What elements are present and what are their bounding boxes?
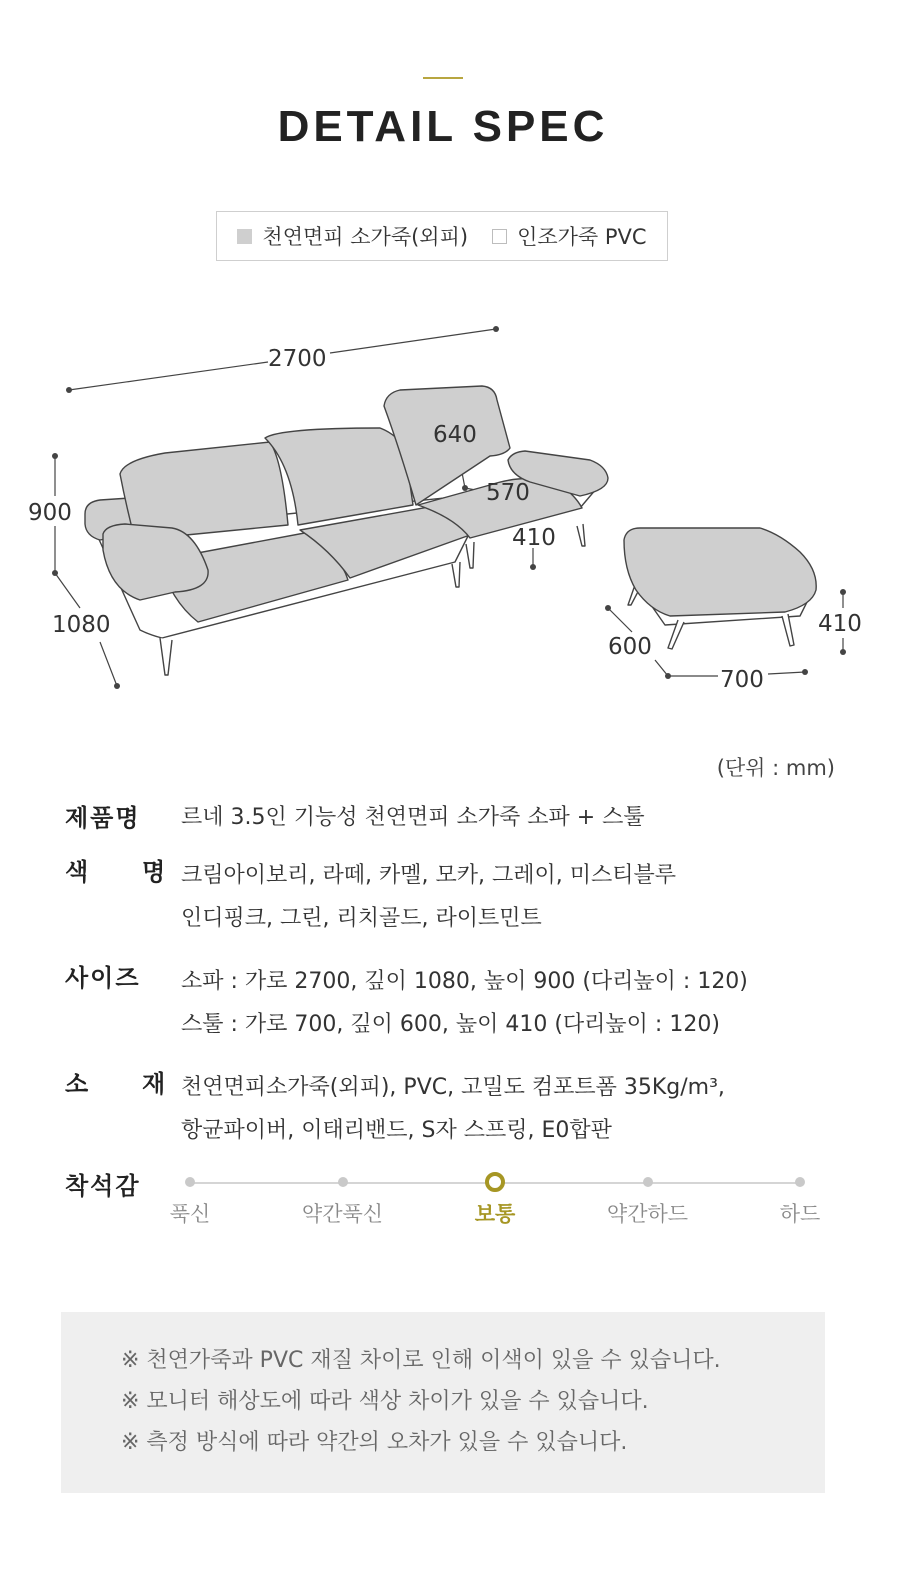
spec-row-color <box>65 854 845 940</box>
dim-seat-height: 410 <box>512 525 556 551</box>
stool-illustration <box>624 528 816 649</box>
spec-row-size <box>65 960 845 1046</box>
spec-line: 인디핑크, 그린, 리치골드, 라이트민트 <box>181 906 542 931</box>
seating-marker <box>338 1177 348 1187</box>
dim-width: 2700 <box>268 346 327 372</box>
spec-label: 색 명 <box>65 858 168 886</box>
spec-row-material <box>65 1066 845 1152</box>
seating-marker-selected <box>485 1172 505 1192</box>
legend-label: 인조가죽 PVC <box>517 225 647 249</box>
dim-seat-depth: 570 <box>486 480 530 506</box>
spec-value: 르네 3.5인 기능성 천연면피 소가죽 소파 + 스툴 <box>181 805 645 830</box>
spec-row-product <box>65 800 845 836</box>
seating-marker <box>643 1177 653 1187</box>
spec-line: 항균파이버, 이태리밴드, S자 스프링, E0합판 <box>181 1118 612 1143</box>
spec-label: 소 재 <box>65 1070 168 1098</box>
legend-item-leather <box>237 221 468 251</box>
seating-marker <box>185 1177 195 1187</box>
material-legend <box>216 211 668 261</box>
notice-line: ※ 측정 방식에 따라 약간의 오차가 있을 수 있습니다. <box>121 1430 628 1455</box>
spec-label: 사이즈 <box>65 964 141 992</box>
seating-label: 착석감 <box>65 1172 141 1200</box>
leather-swatch-icon <box>237 229 252 244</box>
dim-stool-depth: 600 <box>608 634 652 660</box>
seating-comfort <box>65 1166 845 1236</box>
seating-option-label: 보통 <box>474 1202 516 1226</box>
notice-line: ※ 모니터 해상도에 따라 색상 차이가 있을 수 있습니다. <box>121 1389 649 1414</box>
sofa-dimension-diagram <box>0 300 900 720</box>
page-title: DETAIL SPEC <box>277 102 609 151</box>
legend-label: 천연면피 소가죽(외피) <box>262 225 469 249</box>
seating-option-label: 약간푹신 <box>301 1202 384 1226</box>
seating-marker <box>795 1177 805 1187</box>
dim-height: 900 <box>28 500 72 526</box>
dim-stool-height: 410 <box>818 611 862 637</box>
spec-value <box>181 854 845 940</box>
dim-backrest: 640 <box>433 422 477 448</box>
seating-option-label: 푹신 <box>169 1202 211 1226</box>
spec-line: 크림아이보리, 라떼, 카멜, 모카, 그레이, 미스티블루 <box>181 863 676 888</box>
seating-option-label: 하드 <box>779 1202 821 1226</box>
dim-stool-width: 700 <box>720 667 764 693</box>
pvc-swatch-icon <box>492 229 507 244</box>
unit-label: (단위 : mm) <box>716 756 835 780</box>
spec-table <box>65 800 845 1172</box>
notice-line: ※ 천연가죽과 PVC 재질 차이로 인해 이색이 있을 수 있습니다. <box>121 1348 721 1373</box>
spec-line: 소파 : 가로 2700, 깊이 1080, 높이 900 (다리높이 : 120) <box>181 969 748 994</box>
spec-label: 제품명 <box>65 804 141 832</box>
spec-value <box>181 960 845 1046</box>
dim-depth: 1080 <box>52 612 111 638</box>
spec-line: 천연면피소가죽(외피), PVC, 고밀도 컴포트폼 35Kg/m³, <box>181 1075 725 1100</box>
title-accent-line <box>423 77 463 79</box>
notice-box <box>61 1312 825 1493</box>
legend-item-pvc <box>492 221 647 251</box>
spec-line: 스툴 : 가로 700, 깊이 600, 높이 410 (다리높이 : 120) <box>181 1012 720 1037</box>
spec-value <box>181 1066 845 1152</box>
seating-option-label: 약간하드 <box>606 1202 689 1226</box>
